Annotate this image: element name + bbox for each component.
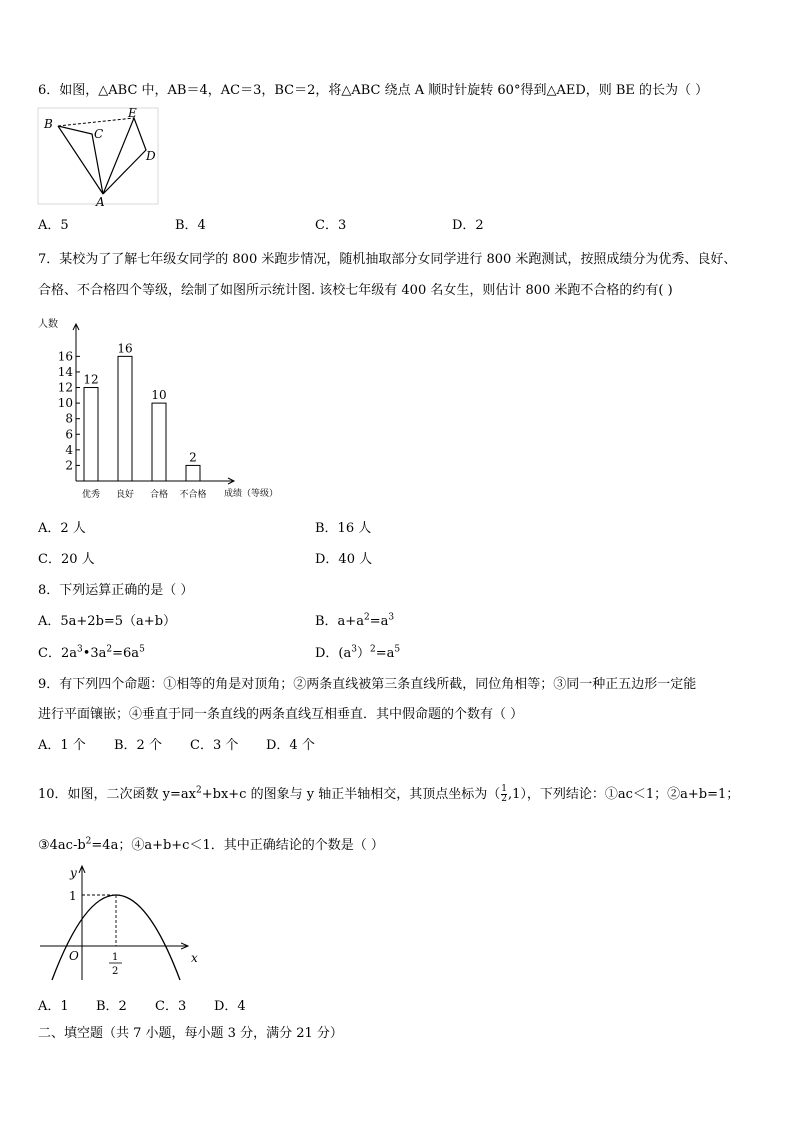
q10-option-a: A．1 <box>38 999 69 1014</box>
chart-bar <box>84 388 98 481</box>
q6-segment-be <box>58 118 134 126</box>
q10-label-half-num: 1 <box>112 952 119 963</box>
bar-chart <box>38 315 298 505</box>
q8-option-b-exp1: 2 <box>363 612 370 623</box>
q8-option-b-part2: =a <box>369 614 389 629</box>
chart-y-tick-label: 14 <box>57 364 73 379</box>
q10-label-half-den: 2 <box>112 966 119 977</box>
chart-y-tick-label: 4 <box>65 442 73 457</box>
q10-line2-part1: ③4ac-b <box>38 838 86 853</box>
chart-y-tick-label: 12 <box>57 380 73 395</box>
q7-option-b: B．16 人 <box>315 521 372 536</box>
q10-parabola-figure <box>38 862 208 984</box>
q6-triangle-aed <box>103 118 146 194</box>
q6-option-b: B．4 <box>175 218 206 233</box>
q6-label-a: A <box>96 195 105 209</box>
chart-y-tick-label: 10 <box>57 396 73 411</box>
q6-option-c: C．3 <box>315 218 347 233</box>
chart-y-tick-label: 16 <box>57 349 73 364</box>
q6-label-b: B <box>44 117 53 131</box>
chart-y-tick-label: 6 <box>65 427 73 442</box>
q6-option-a: A．5 <box>38 218 69 233</box>
chart-x-tick-label: 良好 <box>115 490 135 500</box>
q10-line1-exp: 2 <box>196 785 202 796</box>
chart-data-label: 16 <box>117 341 133 356</box>
q8-option-b-part1: B．a+a <box>315 614 364 629</box>
chart-y-tick-label: 8 <box>65 411 73 426</box>
q6-option-d: D．2 <box>452 218 484 233</box>
chart-x-tick-label: 优秀 <box>81 490 101 500</box>
q8-option-b-exp2: 3 <box>388 612 395 623</box>
q8-option-d-exp1: 3 <box>351 644 357 655</box>
q8-option-c-part3: =6a <box>112 646 140 661</box>
q10-label-origin: O <box>69 949 79 963</box>
section2-title: 二、填空题（共 7 小题，每小题 3 分，满分 21 分） <box>38 1026 343 1041</box>
q6-text: 6．如图，△ABC 中，AB＝4，AC＝3，BC＝2，将△ABC 绕点 A 顺时针旋转 60°得到△AED，则 BE 的长为（ ） <box>38 83 709 98</box>
q10-label-one: 1 <box>69 889 77 903</box>
q10-line1-part1: 10．如图，二次函数 y=ax <box>38 787 196 802</box>
chart-data-label: 2 <box>189 450 197 465</box>
q10-line2-part2: =4a；④a+b+c＜1．其中正确结论的个数是（ ） <box>91 838 384 853</box>
chart-x-tick-label: 不合格 <box>179 490 207 500</box>
q10-label-y: y <box>70 866 77 880</box>
q8-option-a: A．5a+2b=5（a+b） <box>38 614 177 629</box>
q8-option-c <box>38 646 145 662</box>
q9-option-a: A．1 个 <box>38 738 86 753</box>
q6-label-c: C <box>94 127 104 141</box>
q8-option-c-part1: C．2a <box>38 646 77 661</box>
chart-data-label: 10 <box>151 388 167 403</box>
q8-option-d-part3: =a <box>375 646 395 661</box>
q9-line1: 9．有下列四个命题：①相等的角是对顶角；②两条直线被第三条直线所截，同位角相等；③同一种正五边形一定能 <box>38 677 697 692</box>
chart-bar <box>118 356 132 481</box>
q9-option-b: B．2 个 <box>114 738 162 753</box>
q10-option-d: D．4 <box>214 999 246 1014</box>
q8-option-d-part2: ） <box>356 646 370 661</box>
chart-y-axis-label: 人数 <box>38 319 58 330</box>
q8-text: 8．下列运算正确的是（ ） <box>38 583 194 598</box>
q8-option-d-exp3: 5 <box>394 644 401 655</box>
q10-line1-part2: +bx+c 的图象与 y 轴正半轴相交，其顶点坐标为（ <box>201 787 501 802</box>
q10-label-x: x <box>191 951 198 965</box>
q6-figure <box>38 108 163 208</box>
q7-line1: 7．某校为了了解七年级女同学的 800 米跑步情况，随机抽取部分女同学进行 800 米跑测试，按照成绩分为优秀、良好、 <box>38 252 737 267</box>
q9-option-c: C．3 个 <box>190 738 239 753</box>
chart-y-tick-label: 2 <box>65 458 73 473</box>
chart-x-axis-label: 成绩（等级） <box>224 489 279 499</box>
chart-bar <box>152 403 166 481</box>
chart-x-tick-label: 合格 <box>149 490 169 500</box>
q7-line2: 合格、不合格四个等级，绘制了如图所示统计图. 该校七年级有 400 名女生，则估计 800 米跑不合格的约有( ) <box>38 283 673 298</box>
chart-bar <box>186 465 200 481</box>
q8-option-c-exp2: 2 <box>106 644 113 655</box>
q6-label-d: D <box>146 149 156 163</box>
q10-line2 <box>38 838 384 854</box>
q6-label-e: E <box>128 106 137 120</box>
q8-option-c-exp3: 5 <box>139 644 145 655</box>
q8-option-b <box>315 614 394 630</box>
q7-option-a: A．2 人 <box>38 521 86 536</box>
q10-line1 <box>38 785 739 804</box>
q8-option-d <box>315 646 400 662</box>
q8-option-d-exp2: 2 <box>370 644 376 655</box>
q8-option-c-part2: •3a <box>82 646 107 661</box>
q10-option-b: B．2 <box>96 999 127 1014</box>
q10-frac-den: 2 <box>501 794 507 804</box>
q8-option-c-exp1: 3 <box>76 644 83 655</box>
q7-option-c: C．20 人 <box>38 552 95 567</box>
q10-line2-exp: 2 <box>85 836 92 847</box>
q10-option-c: C．3 <box>155 999 187 1014</box>
q9-line2: 进行平面镶嵌；④垂直于同一条直线的两条直线互相垂直．其中假命题的个数有（ ） <box>38 707 524 722</box>
q10-vertex-fraction <box>501 785 507 804</box>
q10-frac-num: 1 <box>501 784 507 794</box>
chart-data-label: 12 <box>83 372 99 387</box>
q7-option-d: D．40 人 <box>315 552 373 567</box>
q8-option-d-part1: D．(a <box>315 646 352 661</box>
q9-option-d: D．4 个 <box>266 738 315 753</box>
q10-line1-part3: ,1），下列结论：①ac＜1；②a+b=1； <box>507 787 740 802</box>
